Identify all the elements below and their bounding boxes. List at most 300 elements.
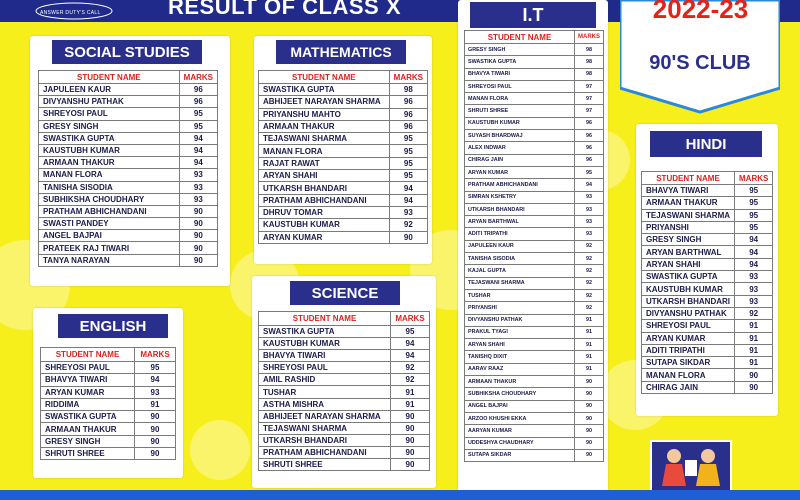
english-heading: ENGLISH — [58, 314, 168, 338]
table-row — [259, 410, 430, 422]
student-marks: 95 — [389, 133, 427, 145]
table-row — [259, 206, 428, 218]
student-name: SWASTI PANDEY — [39, 218, 180, 230]
student-name: SUTAPA SIKDAR — [465, 449, 575, 461]
student-name: AMIL RASHID — [259, 374, 391, 386]
student-name: SHREYOSI PAUL — [465, 80, 575, 92]
student-marks: 98 — [575, 68, 604, 80]
student-marks: 90 — [391, 446, 430, 458]
student-name: BHAVYA TIWARI — [642, 185, 735, 197]
table-row — [259, 398, 430, 410]
student-name: ARZOO KHUSHI EKKA — [465, 412, 575, 424]
table-row — [259, 326, 430, 338]
table-row — [39, 181, 218, 193]
table-row — [642, 258, 773, 270]
student-marks: 91 — [735, 344, 773, 356]
student-name: ARYAN BARTHWAL — [642, 246, 735, 258]
student-name: GRESY SINGH — [465, 44, 575, 56]
student-name: SUYASH BHARDWAJ — [465, 130, 575, 142]
student-marks: 95 — [575, 166, 604, 178]
student-name: PRIYANSHU MAHTO — [259, 108, 390, 120]
student-name: BHAVYA TIWARI — [259, 350, 391, 362]
student-marks: 94 — [389, 182, 427, 194]
student-name: SWASTIKA GUPTA — [259, 326, 391, 338]
table-row — [259, 434, 430, 446]
student-name: ABHIJEET NARAYAN SHARMA — [259, 96, 390, 108]
student-name: JAPULEEN KAUR — [39, 84, 180, 96]
student-name: SUTAPA SIKDAR — [642, 357, 735, 369]
table-row — [465, 339, 604, 351]
student-name: TEJASWANI SHARMA — [259, 133, 390, 145]
student-name: SWASTIKA GUPTA — [259, 84, 390, 96]
table-row — [41, 386, 176, 398]
table-row — [465, 44, 604, 56]
table-row — [465, 240, 604, 252]
student-name: TEJASWANI SHARMA — [259, 422, 391, 434]
col-student-name: STUDENT NAME — [642, 172, 735, 185]
table-row — [642, 209, 773, 221]
col-marks: MARKS — [391, 312, 430, 326]
student-marks: 90 — [179, 218, 217, 230]
student-name: SHREYOSI PAUL — [259, 362, 391, 374]
student-name: ANGEL BAJPAI — [39, 230, 180, 242]
table-row — [39, 84, 218, 96]
student-marks: 98 — [575, 44, 604, 56]
student-marks: 95 — [135, 362, 176, 374]
table-row — [41, 435, 176, 447]
it-table — [464, 30, 604, 462]
club-title: 90'S CLUB — [649, 52, 751, 74]
student-name: GRESY SINGH — [39, 120, 180, 132]
student-marks: 93 — [575, 216, 604, 228]
student-marks: 97 — [575, 105, 604, 117]
student-name: ARYAN SHAHI — [259, 170, 390, 182]
student-marks: 92 — [575, 240, 604, 252]
student-name: KAUSTUBH KUMAR — [465, 117, 575, 129]
student-name: SHRUTI SHREE — [259, 459, 391, 471]
student-name: GRESY SINGH — [41, 435, 135, 447]
table-row — [465, 363, 604, 375]
student-marks: 90 — [391, 410, 430, 422]
table-row — [642, 185, 773, 197]
student-name: ANGEL BAJPAI — [465, 400, 575, 412]
col-student-name: STUDENT NAME — [259, 71, 390, 84]
logo-motto: ANSWER DUTY'S CALL — [40, 10, 101, 16]
student-name: PRATEEK RAJ TIWARI — [39, 242, 180, 254]
english-table — [40, 347, 176, 460]
table-row — [642, 271, 773, 283]
student-name: SUBHIKSHA CHOUDHARY — [465, 388, 575, 400]
student-name: MANAN FLORA — [259, 145, 390, 157]
student-name: PRATHAM ABHICHANDANI — [465, 179, 575, 191]
student-marks: 90 — [179, 205, 217, 217]
col-marks: MARKS — [389, 71, 427, 84]
student-name: MANAN FLORA — [39, 169, 180, 181]
kids-icon — [652, 442, 730, 494]
student-name: TUSHAR — [259, 386, 391, 398]
student-marks: 90 — [575, 400, 604, 412]
student-name: CHIRAG JAIN — [642, 381, 735, 393]
student-name: UTKARSH BHANDARI — [642, 295, 735, 307]
table-row — [642, 197, 773, 209]
student-marks: 96 — [389, 120, 427, 132]
science-table — [258, 311, 430, 471]
student-marks: 96 — [575, 130, 604, 142]
student-name: RIDDIMA — [41, 398, 135, 410]
table-row — [259, 362, 430, 374]
student-marks: 98 — [389, 84, 427, 96]
student-marks: 94 — [179, 157, 217, 169]
mathematics-heading: MATHEMATICS — [276, 40, 406, 64]
table-row — [465, 56, 604, 68]
student-marks: 94 — [179, 144, 217, 156]
table-row — [642, 357, 773, 369]
table-row — [642, 369, 773, 381]
student-name: SUBHIKSHA CHOUDHARY — [39, 193, 180, 205]
student-name: RAJAT RAWAT — [259, 157, 390, 169]
student-marks: 93 — [179, 169, 217, 181]
student-marks: 90 — [575, 449, 604, 461]
table-row — [39, 169, 218, 181]
student-marks: 94 — [735, 246, 773, 258]
student-marks: 91 — [575, 363, 604, 375]
student-marks: 92 — [391, 374, 430, 386]
student-marks: 92 — [735, 307, 773, 319]
student-name: PRATHAM ABHICHANDANI — [39, 205, 180, 217]
table-row — [465, 105, 604, 117]
student-name: PRIYANSHI — [465, 302, 575, 314]
hindi-table — [641, 171, 773, 394]
student-marks: 96 — [389, 108, 427, 120]
student-marks: 92 — [575, 265, 604, 277]
student-name: ARMAAN THAKUR — [259, 120, 390, 132]
student-marks: 90 — [135, 435, 176, 447]
student-name: PRAKUL TYAGI — [465, 326, 575, 338]
table-row — [39, 132, 218, 144]
table-row — [465, 228, 604, 240]
table-row — [41, 398, 176, 410]
student-marks: 94 — [735, 258, 773, 270]
student-marks: 90 — [575, 412, 604, 424]
student-marks: 90 — [735, 381, 773, 393]
student-name: ARYAN KUMAR — [642, 332, 735, 344]
student-name: SWASTIKA GUPTA — [39, 132, 180, 144]
col-marks: MARKS — [135, 348, 176, 362]
table-row — [39, 96, 218, 108]
table-row — [39, 242, 218, 254]
student-name: ARYAN KUMAR — [465, 166, 575, 178]
table-row — [39, 157, 218, 169]
student-name: SWASTIKA GUPTA — [41, 411, 135, 423]
student-marks: 93 — [575, 191, 604, 203]
student-name: BHAVYA TIWARI — [465, 68, 575, 80]
student-marks: 95 — [179, 120, 217, 132]
student-name: KAUSTUBH KUMAR — [259, 338, 391, 350]
student-marks: 95 — [391, 326, 430, 338]
student-name: TANISHA SISODIA — [39, 181, 180, 193]
col-student-name: STUDENT NAME — [41, 348, 135, 362]
col-student-name: STUDENT NAME — [39, 71, 180, 84]
student-name: ABHIJEET NARAYAN SHARMA — [259, 410, 391, 422]
student-name: ARMAAN THAKUR — [39, 157, 180, 169]
student-name: SWASTIKA GUPTA — [465, 56, 575, 68]
student-marks: 94 — [391, 338, 430, 350]
table-row — [465, 265, 604, 277]
table-row — [465, 388, 604, 400]
table-row — [642, 307, 773, 319]
table-row — [259, 422, 430, 434]
student-name: PRATHAM ABHICHANDANI — [259, 446, 391, 458]
table-row — [39, 120, 218, 132]
student-name: DIVYANSHU PATHAK — [465, 314, 575, 326]
student-name: SIMRAN KSHETRY — [465, 191, 575, 203]
table-row — [465, 351, 604, 363]
student-name: UTKARSH BHANDARI — [259, 182, 390, 194]
student-marks: 92 — [575, 277, 604, 289]
col-marks: MARKS — [179, 71, 217, 84]
student-marks: 95 — [735, 209, 773, 221]
table-row — [259, 374, 430, 386]
table-row — [259, 170, 428, 182]
table-row — [259, 108, 428, 120]
table-row — [465, 191, 604, 203]
student-marks: 90 — [135, 423, 176, 435]
student-marks: 93 — [735, 295, 773, 307]
table-row — [259, 194, 428, 206]
student-marks: 90 — [179, 242, 217, 254]
student-marks: 90 — [575, 437, 604, 449]
student-name: DHRUV TOMAR — [259, 206, 390, 218]
bottom-strip — [0, 490, 800, 500]
student-marks: 94 — [179, 132, 217, 144]
student-marks: 96 — [575, 117, 604, 129]
table-row — [642, 283, 773, 295]
student-name: ARYAN SHAHI — [465, 339, 575, 351]
student-name: PRIYANSHI — [642, 221, 735, 233]
student-marks: 91 — [575, 314, 604, 326]
student-marks: 95 — [389, 157, 427, 169]
col-marks: MARKS — [575, 31, 604, 44]
student-marks: 90 — [389, 231, 427, 243]
table-row — [41, 362, 176, 374]
student-name: DIVYANSHU PATHAK — [642, 307, 735, 319]
student-marks: 90 — [179, 254, 217, 266]
student-name: TANISHQ DIXIT — [465, 351, 575, 363]
student-name: ARYAN KUMAR — [259, 231, 390, 243]
student-marks: 91 — [735, 332, 773, 344]
student-name: ARMAAN THAKUR — [642, 197, 735, 209]
student-name: ARYAN SHAHI — [642, 258, 735, 270]
student-marks: 96 — [179, 96, 217, 108]
table-row — [465, 449, 604, 461]
table-row — [39, 218, 218, 230]
table-row — [259, 459, 430, 471]
student-marks: 93 — [179, 181, 217, 193]
table-row — [259, 446, 430, 458]
table-row — [465, 203, 604, 215]
hindi-rows — [642, 185, 773, 394]
table-row — [465, 437, 604, 449]
student-marks: 91 — [575, 351, 604, 363]
col-student-name: STUDENT NAME — [465, 31, 575, 44]
student-marks: 95 — [735, 185, 773, 197]
student-marks: 90 — [575, 376, 604, 388]
table-row — [465, 253, 604, 265]
english-rows — [41, 362, 176, 460]
col-student-name: STUDENT NAME — [259, 312, 391, 326]
student-marks: 97 — [575, 80, 604, 92]
table-row — [642, 234, 773, 246]
student-name: TUSHAR — [465, 289, 575, 301]
student-name: ARYAN BARTHWAL — [465, 216, 575, 228]
student-name: UDDESHYA CHAUDHARY — [465, 437, 575, 449]
table-row — [259, 386, 430, 398]
table-row — [39, 108, 218, 120]
student-marks: 94 — [575, 179, 604, 191]
table-row — [41, 423, 176, 435]
student-marks: 93 — [735, 271, 773, 283]
student-marks: 91 — [575, 326, 604, 338]
student-marks: 91 — [575, 339, 604, 351]
student-marks: 92 — [389, 219, 427, 231]
table-row — [465, 68, 604, 80]
table-row — [41, 374, 176, 386]
table-row — [259, 120, 428, 132]
student-name: TEJASWANI SHARMA — [465, 277, 575, 289]
student-name: TANYA NARAYAN — [39, 254, 180, 266]
table-row — [39, 254, 218, 266]
student-name: SHRUTI SHREE — [465, 105, 575, 117]
kids-illustration — [650, 440, 732, 496]
student-marks: 91 — [391, 398, 430, 410]
table-row — [465, 412, 604, 424]
student-marks: 90 — [391, 459, 430, 471]
table-row — [465, 302, 604, 314]
table-row — [465, 93, 604, 105]
table-row — [642, 344, 773, 356]
student-name: AARYAN KUMAR — [465, 425, 575, 437]
table-row — [259, 84, 428, 96]
table-row — [39, 205, 218, 217]
student-name: SHREYOSI PAUL — [39, 108, 180, 120]
student-marks: 93 — [179, 193, 217, 205]
student-marks: 96 — [389, 96, 427, 108]
table-row — [259, 145, 428, 157]
student-marks: 94 — [735, 234, 773, 246]
social-studies-rows — [39, 84, 218, 267]
table-row — [259, 350, 430, 362]
table-row — [465, 289, 604, 301]
student-marks: 96 — [575, 154, 604, 166]
student-name: SWASTIKA GUPTA — [642, 271, 735, 283]
student-name: TANISHA SISODIA — [465, 253, 575, 265]
student-marks: 92 — [391, 362, 430, 374]
table-row — [465, 154, 604, 166]
student-marks: 93 — [735, 283, 773, 295]
col-marks: MARKS — [735, 172, 773, 185]
student-name: ADITI TRIPATHI — [642, 344, 735, 356]
table-row — [259, 157, 428, 169]
table-row — [465, 117, 604, 129]
student-name: TEJASWANI SHARMA — [642, 209, 735, 221]
student-marks: 90 — [135, 411, 176, 423]
table-row — [39, 230, 218, 242]
table-row — [259, 219, 428, 231]
table-row — [465, 376, 604, 388]
page-title: RESULT OF CLASS X — [168, 0, 401, 19]
student-marks: 90 — [575, 425, 604, 437]
table-row — [465, 130, 604, 142]
student-marks: 94 — [391, 350, 430, 362]
table-row — [642, 221, 773, 233]
table-row — [465, 425, 604, 437]
student-marks: 98 — [575, 56, 604, 68]
student-marks: 90 — [575, 388, 604, 400]
student-marks: 93 — [389, 206, 427, 218]
table-row — [465, 314, 604, 326]
student-marks: 90 — [735, 369, 773, 381]
student-name: JAPULEEN KAUR — [465, 240, 575, 252]
table-row — [465, 216, 604, 228]
social-studies-table — [38, 70, 218, 267]
table-row — [41, 448, 176, 460]
student-marks: 90 — [391, 422, 430, 434]
student-name: ADITI TRIPATHI — [465, 228, 575, 240]
table-row — [642, 295, 773, 307]
student-marks: 97 — [575, 93, 604, 105]
student-marks: 90 — [135, 448, 176, 460]
student-marks: 92 — [575, 253, 604, 265]
it-heading: I.T — [470, 2, 596, 28]
student-name: KAUSTUBH KUMAR — [642, 283, 735, 295]
student-marks: 94 — [135, 374, 176, 386]
student-name: UTKARSH BHANDARI — [465, 203, 575, 215]
student-marks: 95 — [735, 221, 773, 233]
background-bubble — [190, 420, 250, 480]
student-marks: 95 — [735, 197, 773, 209]
table-row — [642, 381, 773, 393]
table-row — [259, 133, 428, 145]
student-marks: 93 — [135, 386, 176, 398]
student-name: ARMAAN THAKUR — [465, 376, 575, 388]
table-row — [465, 326, 604, 338]
science-heading: SCIENCE — [290, 281, 400, 305]
table-row — [465, 400, 604, 412]
table-row — [259, 338, 430, 350]
table-row — [39, 144, 218, 156]
table-row — [642, 246, 773, 258]
table-row — [465, 179, 604, 191]
student-marks: 95 — [389, 145, 427, 157]
student-name: MANAN FLORA — [465, 93, 575, 105]
student-marks: 95 — [179, 108, 217, 120]
student-name: ASTHA MISHRA — [259, 398, 391, 410]
table-row — [465, 142, 604, 154]
student-name: SHREYOSI PAUL — [41, 362, 135, 374]
student-name: UTKARSH BHANDARI — [259, 434, 391, 446]
student-name: AARAV RAAZ — [465, 363, 575, 375]
student-name: DIVYANSHU PATHAK — [39, 96, 180, 108]
student-name: ARMAAN THAKUR — [41, 423, 135, 435]
student-name: GRESY SINGH — [642, 234, 735, 246]
student-marks: 91 — [135, 398, 176, 410]
student-name: ARYAN KUMAR — [41, 386, 135, 398]
student-marks: 96 — [179, 84, 217, 96]
table-row — [259, 96, 428, 108]
student-marks: 91 — [735, 320, 773, 332]
student-marks: 92 — [575, 302, 604, 314]
session-year: 2022-23 — [652, 0, 749, 24]
